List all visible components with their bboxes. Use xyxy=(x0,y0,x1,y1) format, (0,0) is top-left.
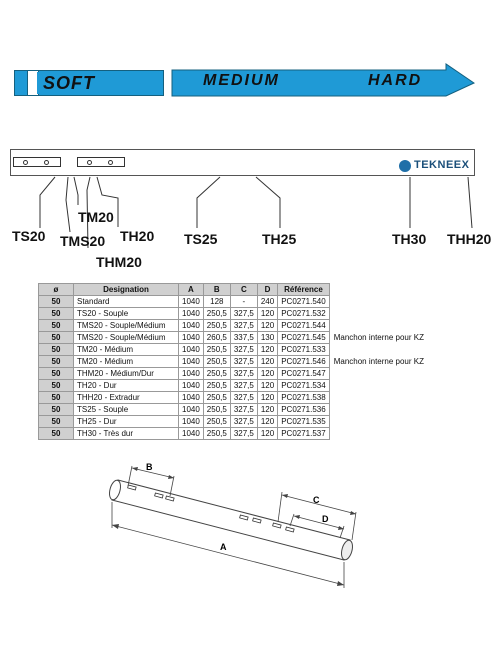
cell-reference: PC0271.532 xyxy=(278,308,329,320)
cell-d: 130 xyxy=(257,332,277,344)
cell-note: Manchon interne pour KZ xyxy=(333,357,424,366)
cell-c: 327,5 xyxy=(230,380,257,392)
cell-a: 1040 xyxy=(179,320,204,332)
cell-d: 120 xyxy=(257,392,277,404)
hard-label: HARD xyxy=(368,72,423,89)
table-row xyxy=(39,320,428,332)
tube-body xyxy=(108,479,355,561)
cell-a: 1040 xyxy=(179,428,204,440)
cell-note xyxy=(329,296,427,308)
cell-b: 250,5 xyxy=(203,308,230,320)
cell-c: 327,5 xyxy=(230,320,257,332)
cell-diameter: 50 xyxy=(39,392,74,404)
table-row xyxy=(39,416,428,428)
cell-reference: PC0271.545 xyxy=(278,332,329,344)
cell-c: 327,5 xyxy=(230,356,257,368)
dimension-drawing xyxy=(0,450,500,650)
cell-reference: PC0271.546 xyxy=(278,356,329,368)
cell-diameter: 50 xyxy=(39,368,74,380)
cell-diameter: 50 xyxy=(39,308,74,320)
cell-a: 1040 xyxy=(179,404,204,416)
cell-a: 1040 xyxy=(179,368,204,380)
table-row xyxy=(39,404,428,416)
cell-d: 120 xyxy=(257,404,277,416)
specifications-table xyxy=(38,283,428,440)
cell-reference: PC0271.535 xyxy=(278,416,329,428)
header-reference: Référence xyxy=(278,284,329,296)
table-row xyxy=(39,308,428,320)
medium-label: MEDIUM xyxy=(203,72,280,89)
hole-icon xyxy=(23,160,28,165)
cell-c: 327,5 xyxy=(230,344,257,356)
cell-designation: TH25 - Dur xyxy=(74,416,179,428)
cell-note xyxy=(329,344,427,356)
cell-d: 120 xyxy=(257,356,277,368)
label-ts25: TS25 xyxy=(184,231,218,247)
hole-icon xyxy=(44,160,49,165)
table-row xyxy=(39,344,428,356)
cell-reference: PC0271.537 xyxy=(278,428,329,440)
table-row xyxy=(39,332,428,344)
label-thm20: THM20 xyxy=(96,254,142,270)
cell-designation: TMS20 - Souple/Médium xyxy=(74,320,179,332)
cell-note: Manchon interne pour KZ xyxy=(333,333,424,342)
header-a: A xyxy=(179,284,204,296)
cell-b: 250,5 xyxy=(203,416,230,428)
header-c: C xyxy=(230,284,257,296)
cell-c: 327,5 xyxy=(230,428,257,440)
cell-note xyxy=(329,380,427,392)
cell-a: 1040 xyxy=(179,296,204,308)
cell-designation: TMS20 - Souple/Médium xyxy=(74,332,179,344)
cell-designation: THH20 - Extradur xyxy=(74,392,179,404)
table-row xyxy=(39,296,428,308)
cell-diameter: 50 xyxy=(39,332,74,344)
cell-b: 250,5 xyxy=(203,380,230,392)
cell-d: 120 xyxy=(257,416,277,428)
cell-designation: TS20 - Souple xyxy=(74,308,179,320)
cell-b: 250,5 xyxy=(203,428,230,440)
cell-designation: TM20 - Médium xyxy=(74,344,179,356)
cell-diameter: 50 xyxy=(39,380,74,392)
dimension-label-d: D xyxy=(322,514,329,524)
cell-d: 120 xyxy=(257,428,277,440)
cell-c: 327,5 xyxy=(230,368,257,380)
label-th30: TH30 xyxy=(392,231,427,247)
cell-designation: Standard xyxy=(74,296,179,308)
label-tm20: TM20 xyxy=(78,209,114,225)
cell-diameter: 50 xyxy=(39,428,74,440)
table-header-row xyxy=(39,284,428,296)
hole-icon xyxy=(87,160,92,165)
cell-reference: PC0271.544 xyxy=(278,320,329,332)
cell-b: 250,5 xyxy=(203,356,230,368)
dimension-label-b: B xyxy=(146,462,153,472)
cell-diameter: 50 xyxy=(39,404,74,416)
dimension-label-a: A xyxy=(220,542,227,552)
table-row xyxy=(39,392,428,404)
cell-reference: PC0271.534 xyxy=(278,380,329,392)
cell-a: 1040 xyxy=(179,344,204,356)
label-thh20: THH20 xyxy=(447,231,492,247)
table-row xyxy=(39,368,428,380)
cell-d: 120 xyxy=(257,380,277,392)
brand-mark-icon xyxy=(399,160,411,172)
label-th25: TH25 xyxy=(262,231,297,247)
header-designation: Designation xyxy=(74,284,179,296)
header-d: D xyxy=(257,284,277,296)
cell-note xyxy=(329,308,427,320)
cell-c: 337,5 xyxy=(230,332,257,344)
label-th20: TH20 xyxy=(120,228,155,244)
cell-note xyxy=(329,368,427,380)
cell-b: 250,5 xyxy=(203,368,230,380)
cell-reference: PC0271.547 xyxy=(278,368,329,380)
cell-a: 1040 xyxy=(179,356,204,368)
cell-d: 120 xyxy=(257,308,277,320)
cell-reference: PC0271.536 xyxy=(278,404,329,416)
soft-label: SOFT xyxy=(37,72,101,94)
cell-designation: TM20 - Médium xyxy=(74,356,179,368)
cell-diameter: 50 xyxy=(39,356,74,368)
table-row xyxy=(39,428,428,440)
cell-c: 327,5 xyxy=(230,416,257,428)
cell-note xyxy=(329,404,427,416)
hole-icon xyxy=(108,160,113,165)
cell-reference: PC0271.538 xyxy=(278,392,329,404)
hole-group-left xyxy=(13,157,61,167)
cell-d: 120 xyxy=(257,320,277,332)
cell-c: 327,5 xyxy=(230,392,257,404)
cell-note xyxy=(329,416,427,428)
cell-diameter: 50 xyxy=(39,344,74,356)
cell-a: 1040 xyxy=(179,380,204,392)
cell-b: 250,5 xyxy=(203,404,230,416)
cell-a: 1040 xyxy=(179,332,204,344)
tube-bar xyxy=(10,149,475,176)
cell-a: 1040 xyxy=(179,308,204,320)
label-tms20: TMS20 xyxy=(60,233,106,249)
cell-d: 120 xyxy=(257,368,277,380)
cell-a: 1040 xyxy=(179,392,204,404)
cell-c: 327,5 xyxy=(230,404,257,416)
cell-d: 120 xyxy=(257,344,277,356)
cell-b: 250,5 xyxy=(203,392,230,404)
header-b: B xyxy=(203,284,230,296)
cell-a: 1040 xyxy=(179,416,204,428)
cell-diameter: 50 xyxy=(39,320,74,332)
cell-diameter: 50 xyxy=(39,296,74,308)
table-row xyxy=(39,380,428,392)
cell-designation: THM20 - Médium/Dur xyxy=(74,368,179,380)
dimension-label-c: C xyxy=(313,495,320,505)
cell-designation: TS25 - Souple xyxy=(74,404,179,416)
cell-b: 128 xyxy=(203,296,230,308)
cell-note xyxy=(329,428,427,440)
cell-c: - xyxy=(230,296,257,308)
hole-group-middle xyxy=(77,157,125,167)
table-row xyxy=(39,356,428,368)
cell-b: 260,5 xyxy=(203,332,230,344)
cell-b: 250,5 xyxy=(203,320,230,332)
cell-note xyxy=(329,392,427,404)
cell-diameter: 50 xyxy=(39,416,74,428)
brand-logo-text: TEKNEEX xyxy=(414,159,470,171)
cell-designation: TH20 - Dur xyxy=(74,380,179,392)
cell-c: 327,5 xyxy=(230,308,257,320)
cell-note xyxy=(329,320,427,332)
cell-d: 240 xyxy=(257,296,277,308)
cell-designation: TH30 - Très dur xyxy=(74,428,179,440)
cell-reference: PC0271.533 xyxy=(278,344,329,356)
cell-reference: PC0271.540 xyxy=(278,296,329,308)
cell-b: 250,5 xyxy=(203,344,230,356)
header-diameter: ø xyxy=(39,284,74,296)
label-ts20: TS20 xyxy=(12,228,46,244)
